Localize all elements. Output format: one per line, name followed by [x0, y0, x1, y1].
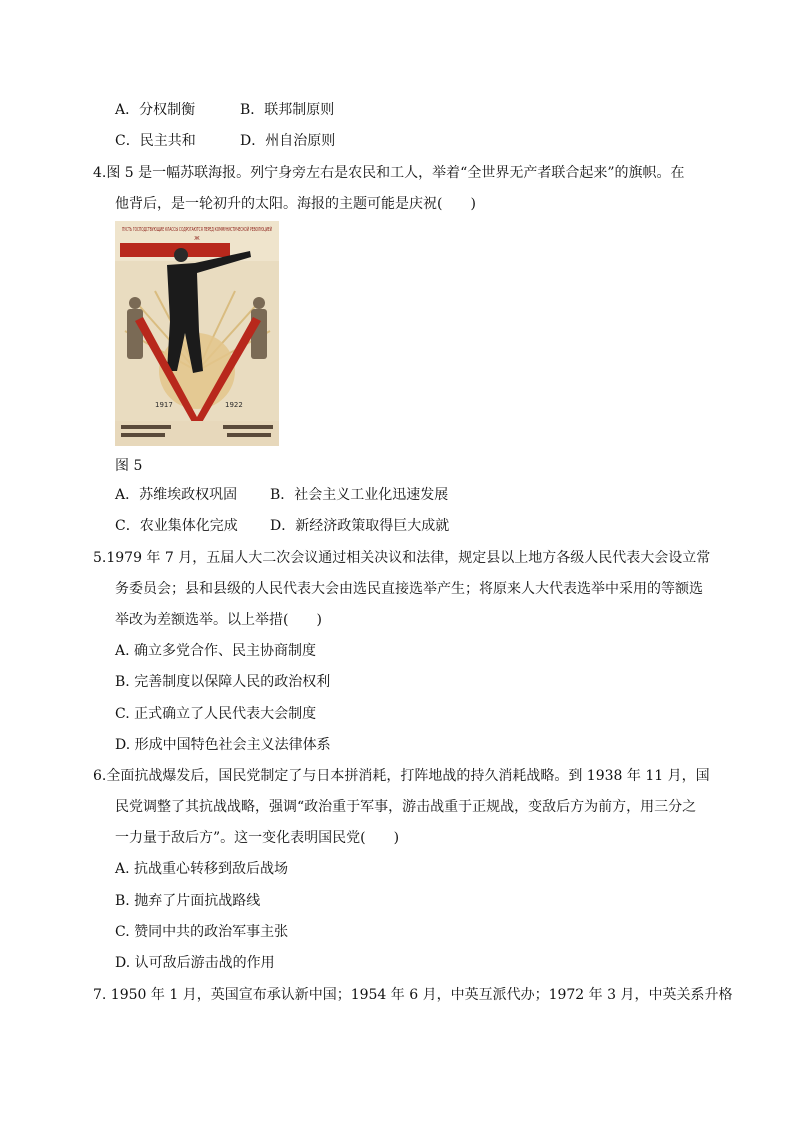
- q4-option-a: A．苏维埃政权巩固: [115, 487, 238, 503]
- q4-option-d: D．新经济政策取得巨大成就: [270, 518, 450, 534]
- soviet-poster-image: [115, 221, 376, 446]
- q3-option-a: A．分权制衡: [115, 102, 196, 118]
- figure-caption: 图 5: [115, 458, 143, 474]
- q4-stem-line1: 4.图 5 是一幅苏联海报。列宁身旁左右是农民和工人，举着“全世界无产者联合起来”的旗帜。在: [93, 165, 685, 181]
- q4-stem-line2: 他背后，是一轮初升的太阳。海报的主题可能是庆祝( ): [115, 196, 476, 212]
- q5-option-d: D. 形成中国特色社会主义法律体系: [115, 737, 331, 753]
- q6-stem-line1: 6.全面抗战爆发后，国民党制定了与日本拼消耗，打阵地战的持久消耗战略。到 1938 年 11 月，国: [93, 768, 710, 784]
- q6-stem-line3: 一力量于敌后方”。这一变化表明国民党( ): [115, 830, 400, 846]
- q4-option-c: C．农业集体化完成: [115, 518, 238, 534]
- q5-option-a: A. 确立多党合作、民主协商制度: [115, 643, 317, 659]
- q4-option-b: B．社会主义工业化迅速发展: [270, 487, 449, 503]
- poster-year-right: 1922: [225, 401, 243, 409]
- q6-option-d: D. 认可敌后游击战的作用: [115, 955, 275, 971]
- q3-option-c: C．民主共和: [115, 133, 196, 149]
- q6-option-b: B. 抛弃了片面抗战路线: [115, 893, 261, 909]
- q6-stem-line2: 民党调整了其抗战战略，强调“政治重于军事，游击战重于正规战，变敌后方为前方，用三分之: [115, 799, 697, 815]
- q7-stem-line1: 7. 1950 年 1 月，英国宣布承认新中国；1954 年 6 月，中英互派代办；1972 年 3 月，中英关系升格: [93, 987, 733, 1003]
- q5-stem-line2: 务委员会；县和县级的人民代表大会由选民直接选举产生；将原来人大代表选举中采用的等额选: [115, 581, 703, 597]
- q5-stem-line1: 5.1979 年 7 月，五届人大二次会议通过相关决议和法律，规定县以上地方各级人民代表大会设立常: [93, 550, 711, 566]
- q5-option-b: B. 完善制度以保障人民的政治权利: [115, 674, 331, 690]
- q5-stem-line3: 举改为差额选举。以上举措( ): [115, 612, 322, 628]
- q6-option-c: C. 赞同中共的政治军事主张: [115, 924, 289, 940]
- q3-option-b: B．联邦制原则: [240, 102, 335, 118]
- q3-option-d: D．州自治原则: [240, 133, 336, 149]
- poster-slogan-text: ПУСТЬ ГОСПОДСТВУЮЩИЕ КЛАССЫ СОДРОГАЮТСЯ ПЕРЕД КОММУНИСТИЧЕСКОЙ РЕВОЛЮЦИЕЙ: [122, 227, 376, 233]
- poster-year-left: 1917: [155, 401, 173, 409]
- svg-text:Ж: Ж: [194, 236, 200, 242]
- q6-option-a: A. 抗战重心转移到敌后战场: [115, 861, 289, 877]
- q5-option-c: C. 正式确立了人民代表大会制度: [115, 706, 317, 722]
